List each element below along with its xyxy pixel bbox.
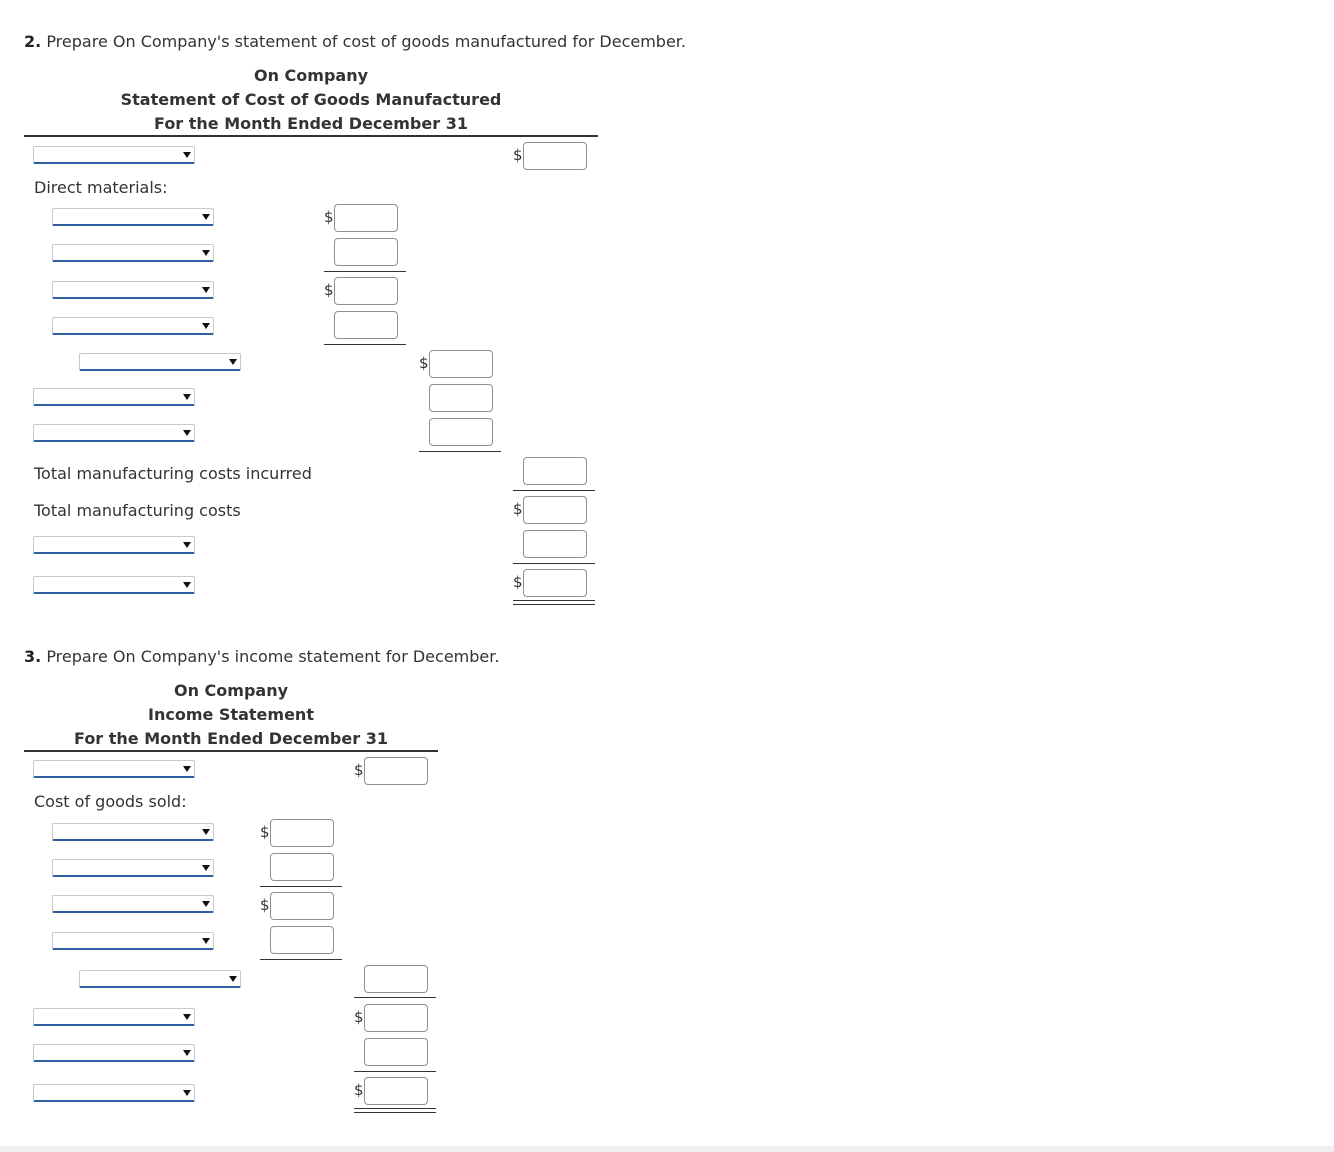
- subtotal-rule: [513, 490, 595, 491]
- q2-dm-select-5[interactable]: [79, 353, 241, 371]
- subtotal-rule: [324, 271, 406, 272]
- q3-input-net-income[interactable]: [364, 1077, 428, 1105]
- q3-cogs-select-5[interactable]: [79, 970, 241, 988]
- q2-company: On Company: [253, 66, 369, 85]
- q3-header-rule: [24, 750, 438, 752]
- dollar-sign: $: [260, 896, 270, 914]
- q2-dm-select-3[interactable]: [52, 281, 214, 299]
- q2-prompt-text: Prepare On Company's statement of cost of goods manufactured for December.: [46, 32, 686, 51]
- subtotal-rule: [260, 886, 342, 887]
- subtotal-rule: [260, 959, 342, 960]
- q2-period: For the Month Ended December 31: [154, 114, 468, 133]
- q3-number: 3.: [24, 647, 42, 666]
- q3-cogs-input-3[interactable]: [270, 892, 334, 920]
- q3-cogs-select-3[interactable]: [52, 895, 214, 913]
- chevron-down-icon: [183, 582, 191, 588]
- q2-input-dm-used[interactable]: [429, 350, 493, 378]
- q2-amount-input-1[interactable]: [523, 142, 587, 170]
- q2-input-overhead[interactable]: [429, 418, 493, 446]
- dollar-sign: $: [260, 823, 270, 841]
- q2-statement-title: Statement of Cost of Goods Manufactured: [120, 90, 502, 109]
- q3-input-expenses[interactable]: [364, 1038, 428, 1066]
- q3-select-1[interactable]: [33, 760, 195, 778]
- q3-prompt-text: Prepare On Company's income statement for December.: [46, 647, 500, 666]
- chevron-down-icon: [183, 1050, 191, 1056]
- dollar-sign: $: [354, 1081, 364, 1099]
- dollar-sign: $: [354, 1008, 364, 1026]
- subtotal-rule: [354, 997, 436, 998]
- q3-select-3[interactable]: [33, 1044, 195, 1062]
- q2-dm-input-3[interactable]: [334, 277, 398, 305]
- chevron-down-icon: [202, 938, 210, 944]
- subtotal-rule: [419, 451, 501, 452]
- chevron-down-icon: [202, 829, 210, 835]
- q3-prompt: [24, 647, 499, 666]
- q2-select-3[interactable]: [33, 424, 195, 442]
- chevron-down-icon: [183, 152, 191, 158]
- q2-input-total-incurred[interactable]: [523, 457, 587, 485]
- dollar-sign: $: [324, 208, 334, 226]
- q2-dm-input-2[interactable]: [334, 238, 398, 266]
- chevron-down-icon: [202, 287, 210, 293]
- q2-dm-input-4[interactable]: [334, 311, 398, 339]
- subtotal-rule: [354, 1071, 436, 1072]
- q2-select-1[interactable]: [33, 146, 195, 164]
- dollar-sign: $: [354, 761, 364, 779]
- q3-input-gross-profit[interactable]: [364, 1004, 428, 1032]
- q3-select-4[interactable]: [33, 1084, 195, 1102]
- chevron-down-icon: [229, 359, 237, 365]
- q3-cogs-label: Cost of goods sold:: [34, 792, 187, 811]
- q3-input-sales[interactable]: [364, 757, 428, 785]
- q2-prompt: [24, 32, 686, 51]
- q2-total-costs-label: Total manufacturing costs: [34, 501, 241, 520]
- chevron-down-icon: [183, 766, 191, 772]
- q2-direct-materials-label: Direct materials:: [34, 178, 168, 197]
- q2-dm-select-2[interactable]: [52, 244, 214, 262]
- double-rule: [513, 600, 595, 605]
- q2-total-incurred-label: Total manufacturing costs incurred: [34, 464, 312, 483]
- q3-input-cogs-total[interactable]: [364, 965, 428, 993]
- q3-cogs-select-4[interactable]: [52, 932, 214, 950]
- q3-cogs-select-1[interactable]: [52, 823, 214, 841]
- dollar-sign: $: [513, 500, 523, 518]
- q3-period: For the Month Ended December 31: [74, 729, 388, 748]
- chevron-down-icon: [183, 1090, 191, 1096]
- q2-input-direct-labor[interactable]: [429, 384, 493, 412]
- chevron-down-icon: [183, 394, 191, 400]
- dollar-sign: $: [419, 354, 429, 372]
- q2-select-4[interactable]: [33, 536, 195, 554]
- chevron-down-icon: [202, 865, 210, 871]
- dollar-sign: $: [324, 281, 334, 299]
- chevron-down-icon: [202, 250, 210, 256]
- q3-company: On Company: [173, 681, 289, 700]
- double-rule: [354, 1108, 436, 1113]
- chevron-down-icon: [183, 1014, 191, 1020]
- q3-cogs-input-4[interactable]: [270, 926, 334, 954]
- q3-select-2[interactable]: [33, 1008, 195, 1026]
- q2-input-cogm[interactable]: [523, 569, 587, 597]
- q3-statement-title: Income Statement: [148, 705, 314, 724]
- q2-input-ending-wip[interactable]: [523, 530, 587, 558]
- q2-input-total-costs[interactable]: [523, 496, 587, 524]
- page-bottom-band: [0, 1146, 1334, 1152]
- subtotal-rule: [513, 563, 595, 564]
- chevron-down-icon: [202, 901, 210, 907]
- q2-number: 2.: [24, 32, 42, 51]
- q2-select-2[interactable]: [33, 388, 195, 406]
- chevron-down-icon: [202, 214, 210, 220]
- q3-cogs-select-2[interactable]: [52, 859, 214, 877]
- q3-cogs-input-1[interactable]: [270, 819, 334, 847]
- q2-header-rule: [24, 135, 598, 137]
- dollar-sign: $: [513, 573, 523, 591]
- q2-select-5[interactable]: [33, 576, 195, 594]
- chevron-down-icon: [183, 542, 191, 548]
- q2-dm-select-1[interactable]: [52, 208, 214, 226]
- q2-dm-input-1[interactable]: [334, 204, 398, 232]
- dollar-sign: $: [513, 146, 523, 164]
- subtotal-rule: [324, 344, 406, 345]
- chevron-down-icon: [202, 323, 210, 329]
- chevron-down-icon: [183, 430, 191, 436]
- q3-cogs-input-2[interactable]: [270, 853, 334, 881]
- chevron-down-icon: [229, 976, 237, 982]
- q2-dm-select-4[interactable]: [52, 317, 214, 335]
